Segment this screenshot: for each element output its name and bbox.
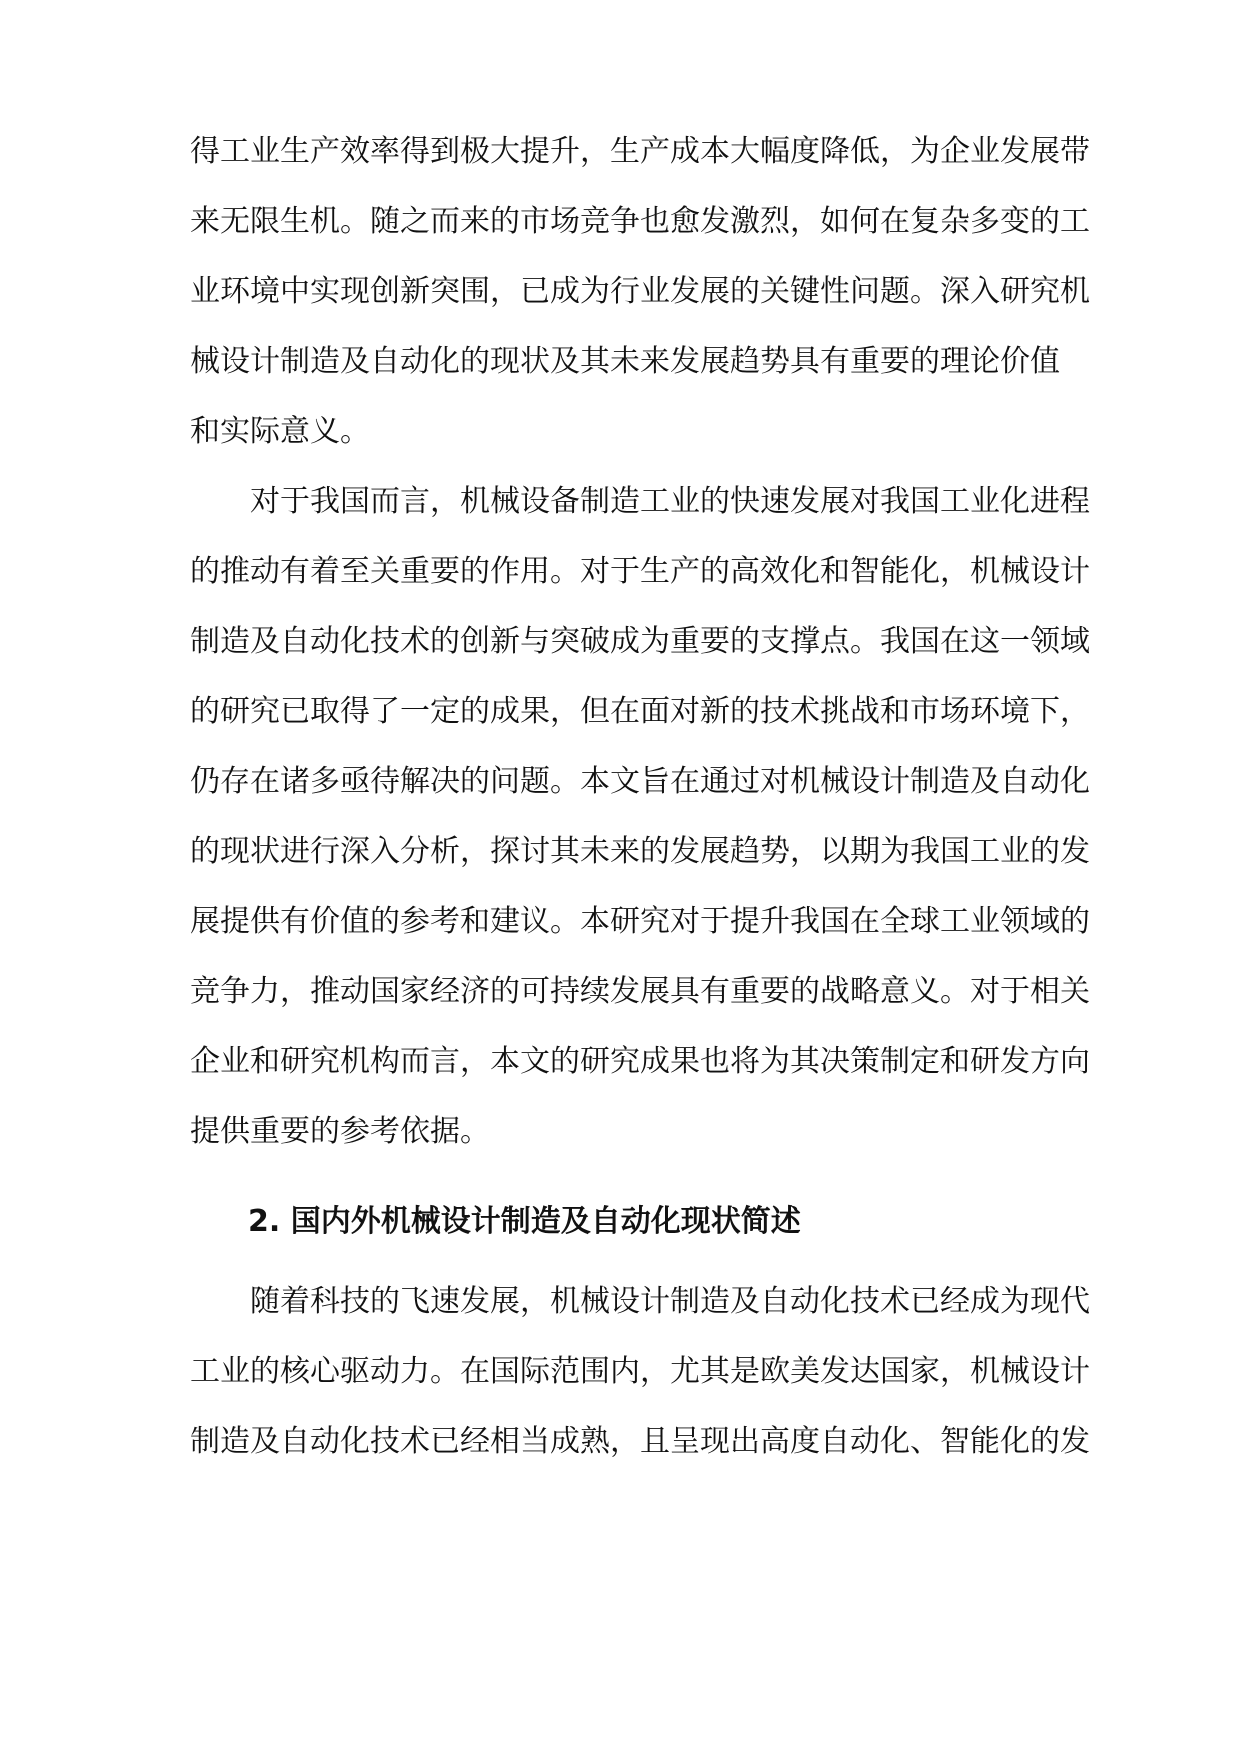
paragraph-line: 随着科技的飞速发展，机械设计制造及自动化技术已经成为现代: [250, 1284, 1090, 1319]
paragraph-line: 仍存在诸多亟待解决的问题。本文旨在通过对机械设计制造及自动化: [190, 764, 1090, 799]
paragraph-line: 得工业生产效率得到极大提升，生产成本大幅度降低，为企业发展带: [190, 134, 1090, 169]
paragraph-line: 来无限生机。随之而来的市场竞争也愈发激烈，如何在复杂多变的工: [190, 204, 1090, 239]
paragraph-line: 的现状进行深入分析，探讨其未来的发展趋势，以期为我国工业的发: [190, 834, 1090, 869]
section-heading: 2. 国内外机械设计制造及自动化现状简述: [248, 1204, 801, 1239]
paragraph-line: 和实际意义。: [190, 414, 370, 449]
paragraph-line: 提供重要的参考依据。: [190, 1114, 490, 1149]
paragraph-line: 制造及自动化技术已经相当成熟，且呈现出高度自动化、智能化的发: [190, 1424, 1090, 1459]
paragraph-line: 对于我国而言，机械设备制造工业的快速发展对我国工业化进程: [250, 484, 1090, 519]
paragraph-line: 的推动有着至关重要的作用。对于生产的高效化和智能化，机械设计: [190, 554, 1090, 589]
paragraph-line: 企业和研究机构而言，本文的研究成果也将为其决策制定和研发方向: [190, 1044, 1090, 1079]
paragraph-line: 业环境中实现创新突围，已成为行业发展的关键性问题。深入研究机: [190, 274, 1090, 309]
paragraph-line: 制造及自动化技术的创新与突破成为重要的支撑点。我国在这一领域: [190, 624, 1090, 659]
paragraph-line: 竞争力，推动国家经济的可持续发展具有重要的战略意义。对于相关: [190, 974, 1090, 1009]
paragraph-line: 的研究已取得了一定的成果，但在面对新的技术挑战和市场环境下，: [190, 694, 1090, 729]
paragraph-line: 械设计制造及自动化的现状及其未来发展趋势具有重要的理论价值: [190, 344, 1060, 379]
paragraph-line: 工业的核心驱动力。在国际范围内，尤其是欧美发达国家，机械设计: [190, 1354, 1090, 1389]
paragraph-line: 展提供有价值的参考和建议。本研究对于提升我国在全球工业领域的: [190, 904, 1090, 939]
